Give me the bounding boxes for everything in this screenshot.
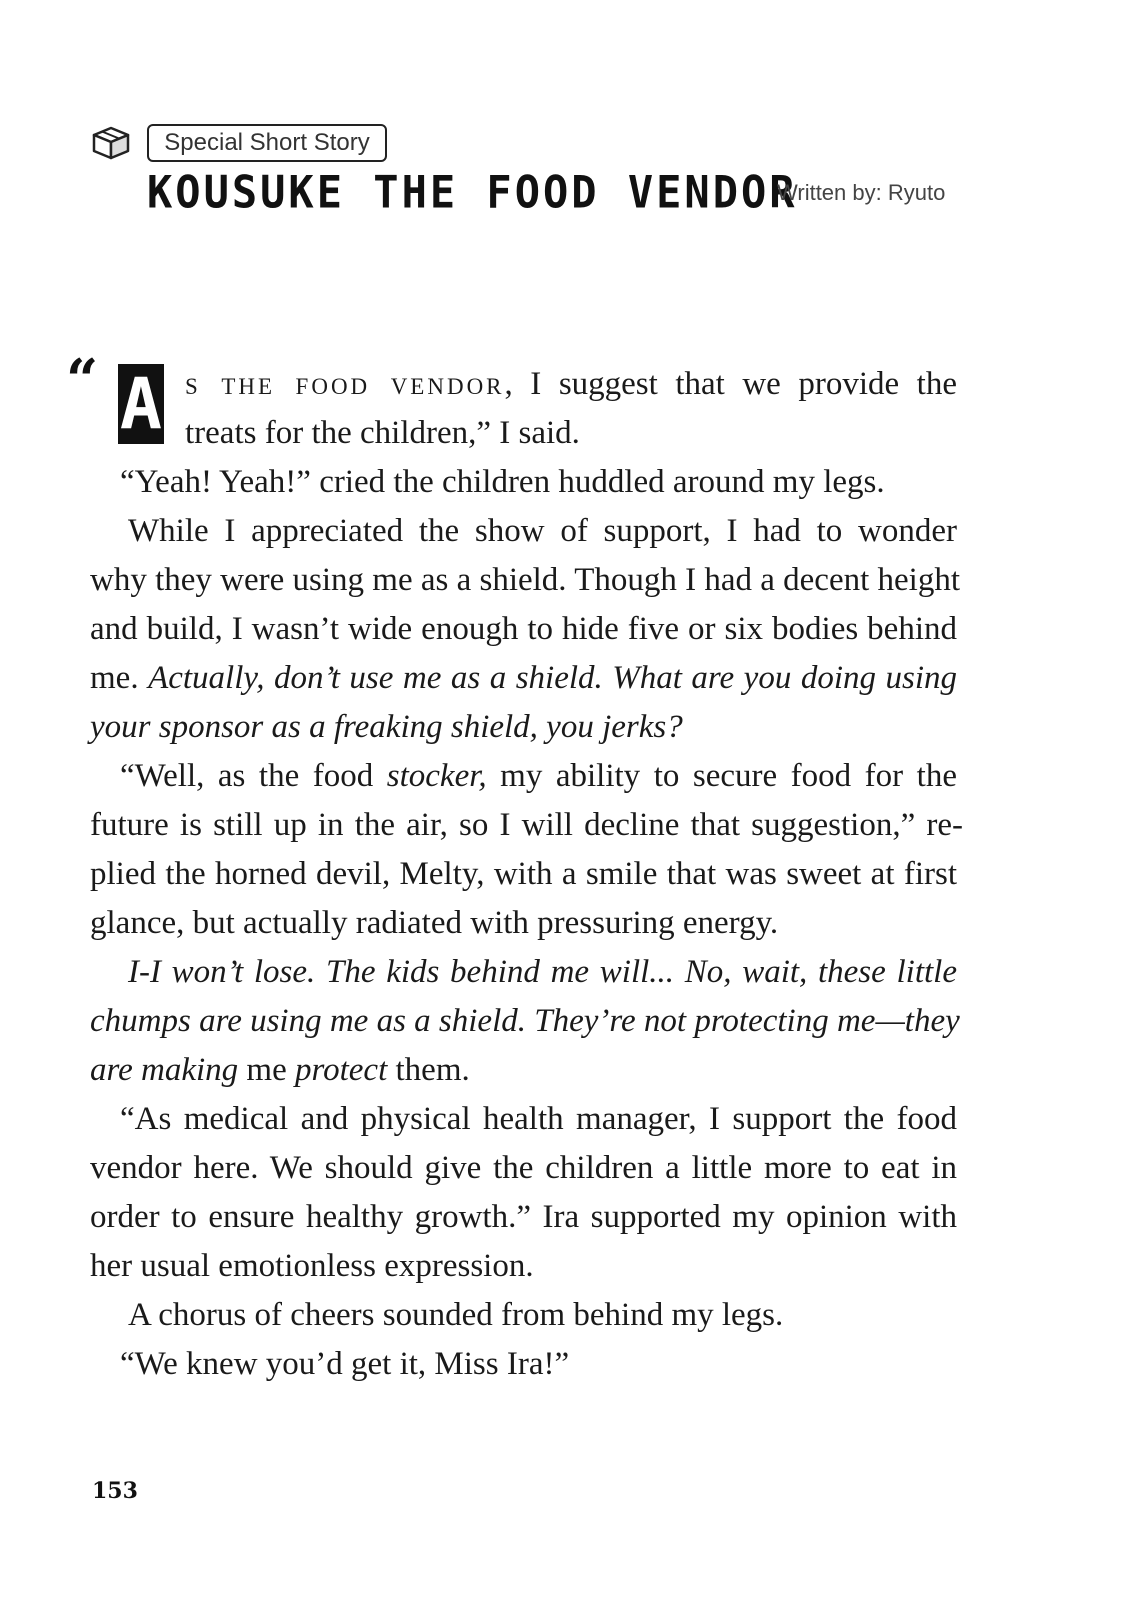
- text-run: “Yeah! Yeah!” cried the children huddled around my legs.: [120, 464, 885, 500]
- story-line: [185, 366, 957, 403]
- story-line: [128, 954, 957, 991]
- small-caps-text: s the food vendor: [185, 366, 505, 402]
- story-line: [90, 856, 957, 893]
- text-run: why they were using me as a shield. Though I had a decent height: [90, 562, 960, 598]
- text-run: plied the horned devil, Melty, with a smile that was sweet at first: [90, 856, 957, 892]
- text-run: treats for the children,” I said.: [185, 415, 580, 451]
- italic-text: stocker,: [386, 758, 487, 794]
- text-run: my ability to secure food for the: [486, 758, 957, 794]
- text-run: , I suggest that we provide the: [504, 366, 957, 402]
- story-line: [90, 709, 960, 746]
- text-run: me: [238, 1052, 295, 1088]
- text-run: them.: [387, 1052, 470, 1088]
- text-run: her usual emotionless expression.: [90, 1248, 534, 1284]
- story-line: [90, 1052, 960, 1089]
- italic-text: Actually, don’t use me as a shield. What are you doing using: [148, 660, 957, 696]
- text-run: “Well, as the food: [120, 758, 387, 794]
- text-run: While I appreciated the show of support, I had to wonder: [128, 513, 957, 549]
- text-run: A chorus of cheers sounded from behind my legs.: [128, 1297, 784, 1333]
- story-line: [90, 562, 960, 599]
- text-run: future is still up in the air, so I will decline that suggestion,” re-: [90, 807, 963, 843]
- page-number: 153: [92, 1478, 138, 1504]
- story-line: [90, 1150, 957, 1187]
- story-line: [120, 464, 990, 501]
- story-line: [128, 1297, 998, 1334]
- story-line: [90, 1248, 960, 1285]
- story-line: [185, 415, 1055, 452]
- italic-text: are making: [90, 1052, 239, 1088]
- story-line: [120, 1101, 957, 1138]
- story-line: [120, 758, 957, 795]
- story-line: [90, 807, 963, 844]
- story-line: [90, 660, 957, 697]
- author-byline: Written by: Ryuto: [777, 180, 946, 205]
- story-title: KOUSUKE THE FOOD VENDOR: [147, 166, 798, 219]
- italic-text: I-I won’t lose. The kids behind me will... No, wait, these little: [128, 954, 957, 990]
- text-run: “As medical and physical health manager, I support the food: [120, 1101, 957, 1137]
- story-label: Special Short Story: [147, 124, 387, 162]
- story-line: [90, 1003, 960, 1040]
- drop-cap: A: [119, 363, 163, 445]
- text-run: vendor here. We should give the children a little more to eat in: [90, 1150, 957, 1186]
- text-run: me.: [90, 660, 149, 696]
- text-run: glance, but actually radiated with pressuring energy.: [90, 905, 779, 941]
- italic-text: your sponsor as a freaking shield, you jerks?: [90, 709, 683, 745]
- story-line: [120, 1346, 990, 1383]
- italic-text: protect: [295, 1052, 388, 1088]
- story-line: [90, 905, 960, 942]
- box-icon: [90, 125, 132, 161]
- text-run: order to ensure healthy growth.” Ira supported my opinion with: [90, 1199, 957, 1235]
- story-line: [90, 1199, 957, 1236]
- story-line: [90, 611, 957, 648]
- text-run: “We knew you’d get it, Miss Ira!”: [120, 1346, 570, 1382]
- text-run: and build, I wasn’t wide enough to hide five or six bodies behind: [90, 611, 957, 647]
- opening-quote-mark: “: [66, 347, 99, 413]
- story-line: [128, 513, 957, 550]
- italic-text: chumps are using me as a shield. They’re not protecting me—they: [90, 1003, 960, 1039]
